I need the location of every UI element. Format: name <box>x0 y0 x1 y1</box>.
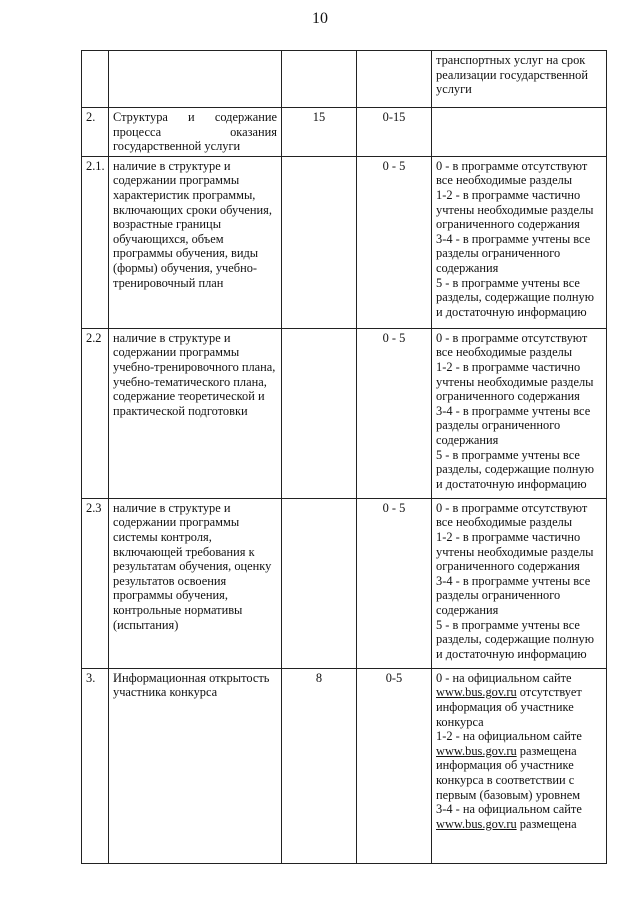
criterion-range: 0 - 5 <box>357 156 432 328</box>
table-row <box>82 156 607 328</box>
criterion-max-score <box>282 156 357 328</box>
criterion-title: Информационная открытость участника конкурса <box>109 668 282 863</box>
description-line: все необходимые разделы <box>436 345 573 360</box>
description-line: 5 - в программе учтены все <box>436 617 580 632</box>
description-text: 3-4 - на официальном сайте <box>436 802 582 817</box>
criterion-description <box>432 156 607 328</box>
description-line: транспортных услуг на срок <box>436 53 586 67</box>
table-row <box>82 108 607 157</box>
criterion-description <box>432 51 607 108</box>
description-line <box>436 802 602 817</box>
description-line: 1-2 - в программе частично <box>436 359 581 374</box>
description-line: 0 - в программе отсутствуют <box>436 330 588 345</box>
description-line: все необходимые разделы <box>436 173 573 188</box>
criterion-number: 2.3 <box>82 498 109 668</box>
description-line: 3-4 - в программе учтены все <box>436 403 591 418</box>
criterion-range: 0 - 5 <box>357 328 432 498</box>
description-line: ограниченного содержания <box>436 217 580 232</box>
description-text: информация об участнике <box>436 699 574 714</box>
description-line: 5 - в программе учтены все <box>436 447 580 462</box>
description-line: содержания <box>436 602 499 617</box>
description-line: учтены необходимые разделы <box>436 374 594 389</box>
criterion-description <box>432 328 607 498</box>
description-line <box>436 788 602 803</box>
criteria-table <box>81 50 607 864</box>
description-line: разделы, содержащие полную <box>436 290 594 305</box>
description-line: и достаточную информацию <box>436 476 587 491</box>
description-line: 1-2 - в программе частично <box>436 529 581 544</box>
criterion-description <box>432 498 607 668</box>
criterion-range: 0 - 5 <box>357 498 432 668</box>
page-number: 10 <box>312 10 328 27</box>
criterion-max-score: 8 <box>282 668 357 863</box>
criterion-max-score: 15 <box>282 108 357 157</box>
description-line: ограниченного содержания <box>436 389 580 404</box>
description-line: 5 - в программе учтены все <box>436 275 580 290</box>
description-line <box>436 773 602 788</box>
criterion-range: 0-15 <box>357 108 432 157</box>
table-row <box>82 668 607 863</box>
description-line: 0 - в программе отсутствуют <box>436 500 588 515</box>
description-line <box>436 729 602 744</box>
criterion-description <box>432 668 607 863</box>
description-line: 3-4 - в программе учтены все <box>436 573 591 588</box>
description-line: услуги <box>436 82 472 97</box>
description-text: первым (базовым) уровнем <box>436 787 581 802</box>
website-link[interactable]: www.bus.gov.ru <box>436 816 517 831</box>
description-line: и достаточную информацию <box>436 646 587 661</box>
website-link[interactable]: www.bus.gov.ru <box>436 743 517 758</box>
description-text: размещена <box>516 743 577 758</box>
criterion-title: наличие в структуре и содержании программы учебно-тренировочного плана, учебно-тематического плана, содержание теоретической и практической подготовки <box>109 328 282 498</box>
description-line: реализации государственной <box>436 67 588 82</box>
description-line: 1-2 - в программе частично <box>436 187 581 202</box>
criterion-title: наличие в структуре и содержании программы характеристик программы, включающих сроки обучения, возрастные границы обучающихся, объем программы обучения, виды (формы) обучения, учебно-тренировочный план <box>109 156 282 328</box>
description-text: размещена <box>516 816 577 831</box>
criterion-number: 2.2 <box>82 328 109 498</box>
description-text: 0 - на официальном сайте <box>436 670 572 685</box>
description-line: разделы, содержащие полную <box>436 632 594 647</box>
description-line <box>436 817 602 832</box>
description-line: учтены необходимые разделы <box>436 544 594 559</box>
criterion-number: 2.1. <box>82 156 109 328</box>
description-line <box>436 700 602 715</box>
table-row <box>82 328 607 498</box>
criterion-title <box>109 51 282 108</box>
description-text: конкурса <box>436 714 484 729</box>
criterion-number: 3. <box>82 668 109 863</box>
description-line <box>436 671 602 686</box>
description-line: 0 - в программе отсутствуют <box>436 158 588 173</box>
description-line <box>436 758 602 773</box>
description-text: информация об участнике <box>436 758 574 773</box>
description-line: содержания <box>436 260 499 275</box>
criterion-number <box>82 51 109 108</box>
description-line: разделы ограниченного <box>436 418 561 433</box>
description-line: все необходимые разделы <box>436 515 573 530</box>
description-line: учтены необходимые разделы <box>436 202 594 217</box>
description-text: 1-2 - на официальном сайте <box>436 729 582 744</box>
criterion-title: Структура и содержание процесса оказания государственной услуги <box>109 108 282 157</box>
description-line <box>436 744 602 759</box>
website-link[interactable]: www.bus.gov.ru <box>436 685 517 700</box>
description-line: 3-4 - в программе учтены все <box>436 231 591 246</box>
criterion-number: 2. <box>82 108 109 157</box>
description-text: конкурса в соответствии с <box>436 772 575 787</box>
description-line: разделы ограниченного <box>436 588 561 603</box>
criterion-max-score <box>282 328 357 498</box>
criterion-description <box>432 108 607 157</box>
criterion-max-score <box>282 51 357 108</box>
table-row <box>82 498 607 668</box>
table-row <box>82 51 607 108</box>
description-line: и достаточную информацию <box>436 304 587 319</box>
criterion-range: 0-5 <box>357 668 432 863</box>
criterion-title: наличие в структуре и содержании программы системы контроля, включающей требования к результатам обучения, оценку результатов освоения программы обучения, контрольные нормативы (испытания) <box>109 498 282 668</box>
description-line: разделы ограниченного <box>436 246 561 261</box>
description-line <box>436 715 602 730</box>
description-line: разделы, содержащие полную <box>436 462 594 477</box>
description-text: отсутствует <box>516 685 582 700</box>
criterion-range <box>357 51 432 108</box>
description-line: ограниченного содержания <box>436 559 580 574</box>
criterion-max-score <box>282 498 357 668</box>
description-line: содержания <box>436 432 499 447</box>
description-line <box>436 685 602 700</box>
